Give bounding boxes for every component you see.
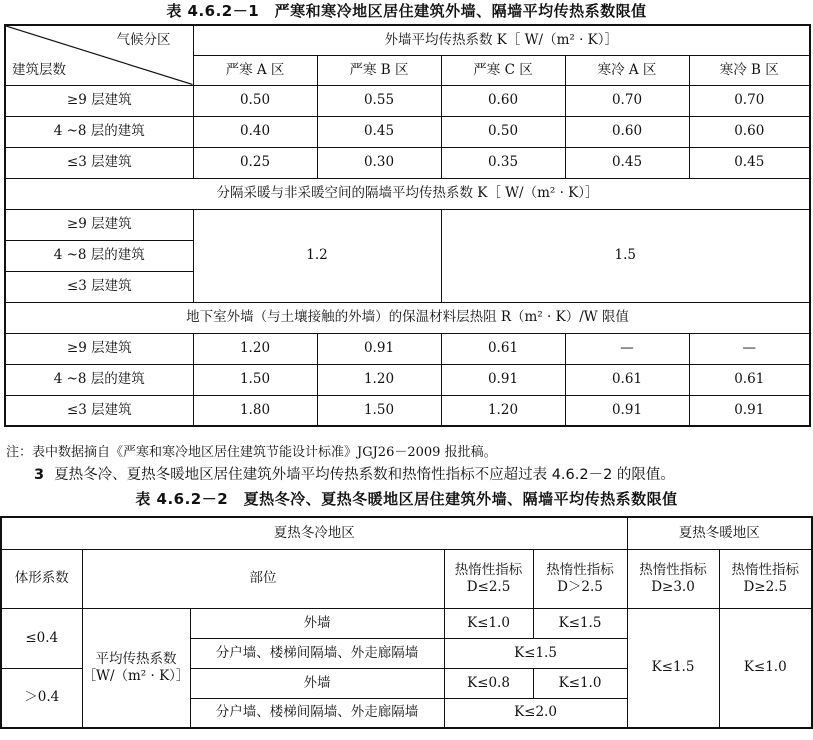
table-cell: 0.25 — [193, 147, 317, 178]
table-row — [5, 116, 810, 147]
hsww-k-d3: K≤1.5 — [627, 608, 719, 728]
table-cell: 0.61 — [565, 364, 689, 395]
table-row — [5, 209, 810, 240]
table-cell: 1.20 — [317, 364, 441, 395]
table-cell: 0.45 — [317, 116, 441, 147]
row-label: 4 ~8 层的建筑 — [5, 240, 193, 271]
inner-wall-label: 分户墙、楼梯间隔墙、外走廊隔墙 — [190, 698, 444, 728]
table-cell: 0.60 — [441, 85, 565, 116]
wall-k-header: 外墙平均传热系数 K［ W/（m² · K）］ — [193, 25, 810, 55]
table-row — [5, 147, 810, 178]
table-cell: K≤2.0 — [444, 698, 627, 728]
row-label: ≤3 层建筑 — [5, 147, 193, 178]
table-cell: 0.40 — [193, 116, 317, 147]
clause-text: 夏热冬冷、夏热冬暖地区居住建筑外墙平均传热系数和热惰性指标不应超过表 4.6.2－2 的限值。 — [54, 467, 675, 483]
row-label: ≤3 层建筑 — [5, 271, 193, 302]
table-row — [5, 364, 810, 395]
table2-caption: 表 4.6.2－2 夏热冬冷、夏热冬暖地区居住建筑外墙、隔墙平均传热系数限值 — [135, 490, 678, 508]
table-severe-cold-walls — [4, 24, 811, 427]
corner-climate-zone: 气候分区 — [116, 32, 171, 48]
table-cell: 1.80 — [193, 395, 317, 426]
table-cell: 0.30 — [317, 147, 441, 178]
partition-value-cold: 1.5 — [441, 209, 810, 302]
table-cell: 0.60 — [689, 116, 810, 147]
avg-k-label: 平均传热系数 ［W/（m² · K）］ — [82, 608, 190, 728]
table-cell: K≤1.5 — [533, 608, 627, 638]
shape-factor-header: 体形系数 — [1, 549, 82, 608]
shape-factor-low: ≤0.4 — [1, 608, 82, 668]
row-label: ≥9 层建筑 — [5, 209, 193, 240]
table-cell: — — [689, 333, 810, 364]
corner-header — [5, 25, 193, 85]
table-cell: 0.45 — [689, 147, 810, 178]
table-cell: 0.91 — [565, 395, 689, 426]
table-row — [1, 608, 812, 638]
zone-header: 严寒 C 区 — [441, 55, 565, 85]
table-cell: 0.55 — [317, 85, 441, 116]
clause-paragraph — [34, 463, 675, 484]
table-cell: 1.50 — [193, 364, 317, 395]
table-row — [5, 395, 810, 426]
partition-k-header: 分隔采暖与非采暖空间的隔墙平均传热系数 K［ W/（m² · K）］ — [5, 178, 810, 209]
partition-value-severe-cold: 1.2 — [193, 209, 441, 302]
hsww-k-d4: K≤1.0 — [719, 608, 812, 728]
basement-r-header: 地下室外墙（与土壤接触的外墙）的保温材料层热阻 R（m² · K）/W 限值 — [5, 302, 810, 333]
table-cell: 0.50 — [441, 116, 565, 147]
zone-header: 寒冷 A 区 — [565, 55, 689, 85]
table-cell: K≤0.8 — [444, 668, 533, 698]
table-cell: 0.60 — [565, 116, 689, 147]
row-label: 4 ~8 层的建筑 — [5, 116, 193, 147]
table-cell: 0.61 — [441, 333, 565, 364]
table-cell: K≤1.5 — [444, 638, 627, 668]
corner-building-floors: 建筑层数 — [12, 61, 66, 78]
clause-number: 3 — [34, 467, 45, 483]
table-cell: K≤1.0 — [444, 608, 533, 638]
table-cell: 1.20 — [441, 395, 565, 426]
row-label: ≥9 层建筑 — [5, 333, 193, 364]
shape-factor-high: ＞0.4 — [1, 668, 82, 728]
part-header: 部位 — [82, 549, 444, 608]
row-label: ≤3 层建筑 — [5, 395, 193, 426]
inertia-header-d3: 热惰性指标 D≥3.0 — [627, 549, 719, 608]
table-hot-summer-walls — [0, 516, 813, 729]
region-hsww-header: 夏热冬暖地区 — [627, 517, 812, 549]
zone-header: 寒冷 B 区 — [689, 55, 810, 85]
inertia-header-d2: 热惰性指标 D＞2.5 — [533, 549, 627, 608]
table-cell: 1.50 — [317, 395, 441, 426]
row-label: ≥9 层建筑 — [5, 85, 193, 116]
row-label: 4 ~8 层的建筑 — [5, 364, 193, 395]
outer-wall-label: 外墙 — [190, 668, 444, 698]
table1-caption: 表 4.6.2－1 严寒和寒冷地区居住建筑外墙、隔墙平均传热系数限值 — [166, 2, 647, 20]
table-cell: 0.91 — [689, 395, 810, 426]
table-cell: 0.70 — [689, 85, 810, 116]
outer-wall-label: 外墙 — [190, 608, 444, 638]
table-row — [5, 333, 810, 364]
region-hscw-header: 夏热冬冷地区 — [1, 517, 627, 549]
table-cell: 0.50 — [193, 85, 317, 116]
table-cell: 0.91 — [441, 364, 565, 395]
table-cell: 0.35 — [441, 147, 565, 178]
table1-note: 注：表中数据摘自《严寒和寒冷地区居住建筑节能设计标准》JGJ26－2009 报批稿。 — [6, 445, 497, 460]
table-cell: K≤1.0 — [533, 668, 627, 698]
table-cell: 0.91 — [317, 333, 441, 364]
inner-wall-label: 分户墙、楼梯间隔墙、外走廊隔墙 — [190, 638, 444, 668]
table-cell: 0.45 — [565, 147, 689, 178]
table-cell: 0.70 — [565, 85, 689, 116]
zone-header: 严寒 A 区 — [193, 55, 317, 85]
inertia-header-d4: 热惰性指标 D≥2.5 — [719, 549, 812, 608]
zone-header: 严寒 B 区 — [317, 55, 441, 85]
table-cell: 0.61 — [689, 364, 810, 395]
inertia-header-d1: 热惰性指标 D≤2.5 — [444, 549, 533, 608]
table-cell: — — [565, 333, 689, 364]
table-cell: 1.20 — [193, 333, 317, 364]
table-row — [5, 85, 810, 116]
